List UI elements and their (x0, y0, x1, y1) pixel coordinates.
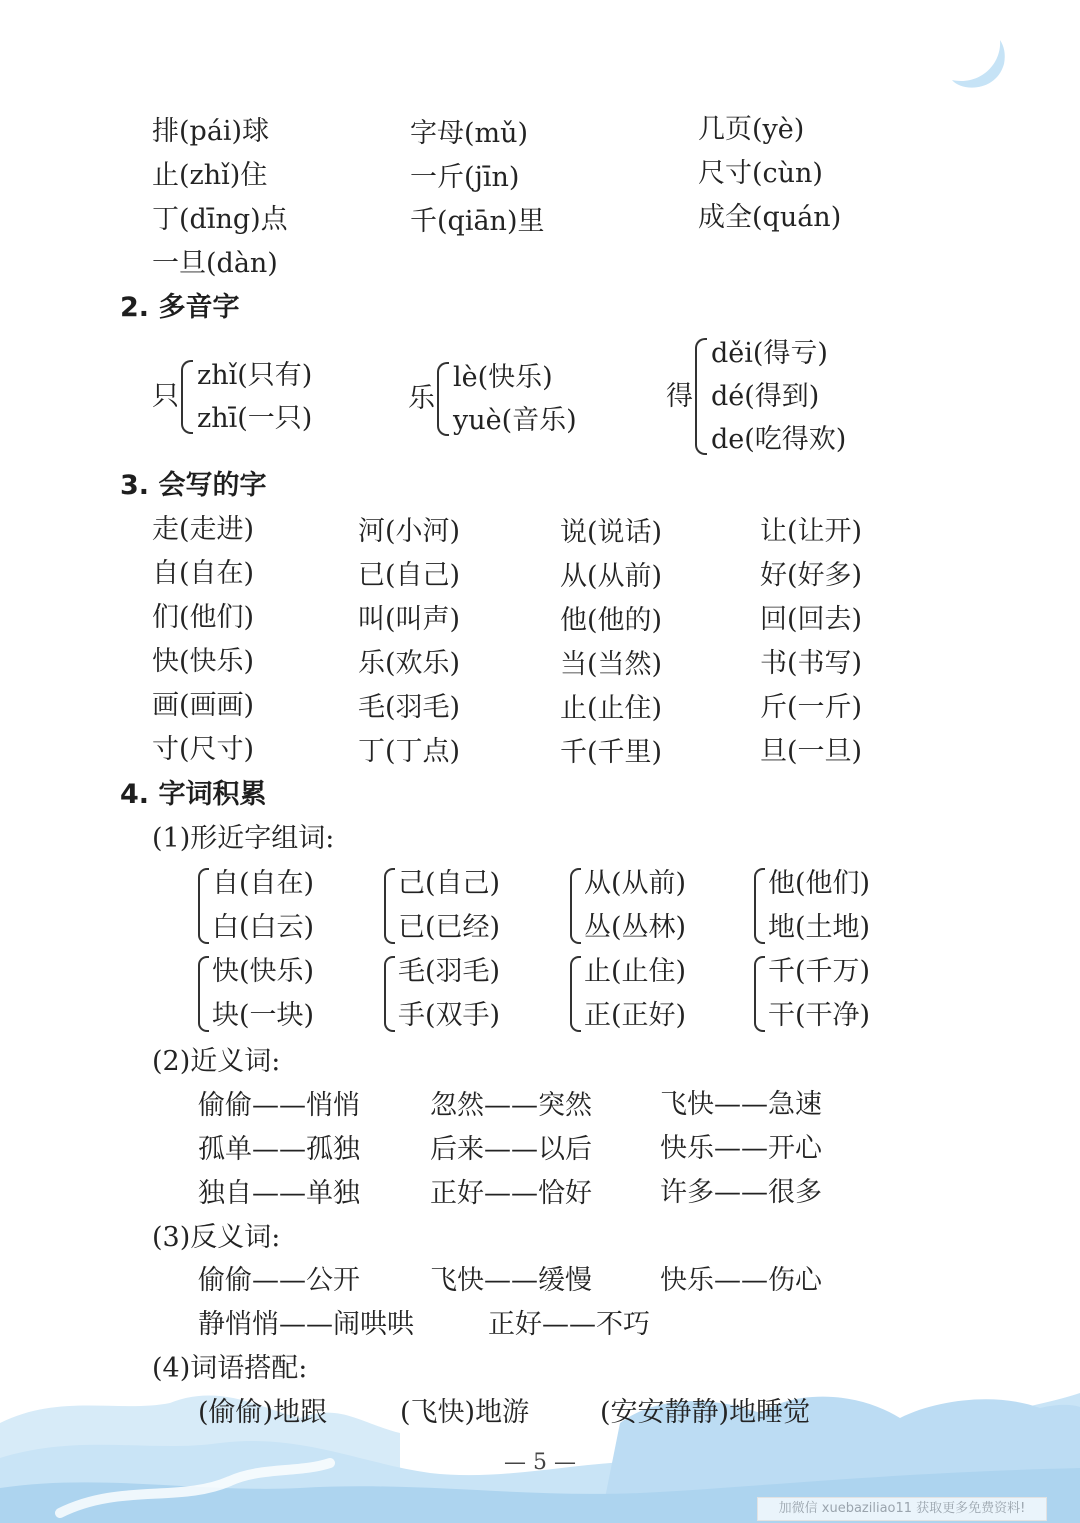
write-char: 千(千里) (560, 737, 663, 768)
write-char: 乐(欢乐) (358, 648, 461, 679)
write-char: 快(快乐) (152, 646, 255, 677)
synonym-pair: 快乐——开心 (660, 1133, 822, 1164)
polyphone-char: 乐 (408, 383, 435, 414)
collocation: (偷偷)地跟 (198, 1397, 328, 1428)
brace (384, 956, 395, 1032)
brace (198, 956, 209, 1032)
synonym-pair: 忽然——突然 (430, 1090, 592, 1121)
write-char: 毛(羽毛) (358, 692, 461, 723)
write-char: 们(他们) (152, 602, 255, 633)
similar-char: 从(从前) (584, 868, 687, 899)
polyphone-group (666, 332, 846, 461)
antonym-pair: 快乐——伤心 (660, 1265, 822, 1296)
brace (437, 362, 449, 436)
write-char: 斤(一斤) (760, 692, 863, 723)
synonym-pair: 飞快——急速 (660, 1089, 822, 1120)
polyphone-group (408, 356, 577, 442)
brace (695, 338, 707, 455)
pinyin-word: 丁(dīng)点 (152, 204, 288, 235)
similar-char: 毛(羽毛) (398, 956, 501, 987)
similar-char: 止(止住) (584, 956, 687, 987)
similar-char: 干(干净) (768, 1000, 871, 1031)
similar-char: 正(正好) (584, 1000, 687, 1031)
antonym-pair: 飞快——缓慢 (430, 1265, 592, 1296)
synonym-pair: 后来——以后 (430, 1134, 592, 1165)
brace (384, 868, 395, 944)
polyphone-char: 得 (666, 380, 693, 412)
write-char: 好(好多) (760, 560, 863, 591)
watermark-text: 加微信 xuebaziliao11 获取更多免费资料! (757, 1497, 1047, 1521)
similar-char-pair (384, 862, 500, 950)
synonym-pair: 偷偷——悄悄 (198, 1090, 360, 1121)
write-char: 已(自己) (358, 560, 461, 591)
similar-char-pair (754, 950, 870, 1038)
write-char: 书(书写) (760, 648, 863, 679)
similar-char: 地(土地) (768, 912, 871, 943)
polyphone-group (152, 354, 312, 440)
write-char: 寸(尺寸) (152, 734, 255, 765)
brace (754, 956, 765, 1032)
similar-char-pair (754, 862, 870, 950)
subsection-title: (3)反义词: (152, 1222, 281, 1253)
synonym-pair: 许多——很多 (660, 1177, 822, 1208)
write-char: 让(让开) (760, 516, 863, 547)
polyphone-reading: de(吃得欢) (711, 424, 847, 455)
brace (570, 868, 581, 944)
similar-char-pair (570, 950, 686, 1038)
similar-char: 已(已经) (398, 912, 501, 943)
polyphone-reading: lè(快乐) (453, 362, 553, 393)
pinyin-word: 排(pái)球 (152, 116, 270, 147)
similar-char: 己(自己) (398, 868, 501, 899)
similar-char: 丛(丛林) (584, 912, 687, 943)
similar-char-pair (198, 862, 314, 950)
brace (570, 956, 581, 1032)
write-char: 画(画画) (152, 690, 255, 721)
section-title: 4. 字词积累 (120, 779, 267, 810)
write-char: 自(自在) (152, 558, 255, 589)
write-char: 丁(丁点) (358, 736, 461, 767)
collocation: (安安静静)地睡觉 (600, 1397, 811, 1428)
moon-decoration (940, 34, 1010, 94)
pinyin-word: 几页(yè) (698, 114, 805, 145)
pinyin-word: 成全(quán) (698, 202, 842, 233)
write-char: 他(他的) (560, 605, 663, 636)
polyphone-reading: zhǐ(只有) (197, 360, 313, 391)
similar-char: 块(一块) (212, 1000, 315, 1031)
polyphone-reading: zhī(一只) (197, 403, 313, 434)
write-char: 叫(叫声) (358, 604, 461, 635)
write-char: 从(从前) (560, 561, 663, 592)
brace (198, 868, 209, 944)
similar-char-pair (198, 950, 314, 1038)
antonym-pair: 正好——不巧 (488, 1309, 650, 1340)
collocation: (飞快)地游 (400, 1397, 530, 1428)
similar-char: 白(白云) (212, 912, 315, 943)
similar-char: 手(双手) (398, 1000, 501, 1031)
polyphone-reading: dé(得到) (711, 381, 820, 412)
antonym-pair: 静悄悄——闹哄哄 (198, 1309, 414, 1340)
write-char: 河(小河) (358, 516, 461, 547)
subsection-title: (1)形近字组词: (152, 823, 335, 854)
pinyin-word: 止(zhǐ)住 (152, 160, 268, 191)
synonym-pair: 孤单——孤独 (198, 1134, 360, 1165)
similar-char: 自(自在) (212, 868, 315, 899)
write-char: 止(止住) (560, 693, 663, 724)
pinyin-word: 千(qiān)里 (410, 206, 545, 237)
polyphone-reading: děi(得亏) (711, 338, 828, 369)
pinyin-word: 尺寸(cùn) (698, 158, 823, 189)
similar-char-pair (384, 950, 500, 1038)
similar-char: 快(快乐) (212, 956, 315, 987)
brace (754, 868, 765, 944)
pinyin-word: 一斤(jīn) (410, 162, 520, 193)
similar-char-pair (570, 862, 686, 950)
polyphone-reading: yuè(音乐) (453, 405, 577, 436)
subsection-title: (4)词语搭配: (152, 1353, 308, 1384)
similar-char: 他(他们) (768, 868, 871, 899)
subsection-title: (2)近义词: (152, 1046, 281, 1077)
section-title: 2. 多音字 (120, 292, 240, 323)
polyphone-char: 只 (152, 381, 179, 412)
brace (181, 360, 193, 434)
section-title: 3. 会写的字 (120, 470, 267, 501)
write-char: 旦(一旦) (760, 736, 863, 767)
pinyin-word: 一旦(dàn) (152, 248, 278, 279)
write-char: 回(回去) (760, 604, 863, 635)
synonym-pair: 独自——单独 (198, 1178, 360, 1209)
synonym-pair: 正好——恰好 (430, 1178, 592, 1209)
write-char: 走(走进) (152, 514, 255, 545)
page-number: — 5 — (504, 1450, 576, 1475)
write-char: 当(当然) (560, 649, 663, 680)
write-char: 说(说话) (560, 517, 663, 548)
pinyin-word: 字母(mǔ) (410, 118, 529, 149)
antonym-pair: 偷偷——公开 (198, 1265, 360, 1296)
similar-char: 千(千万) (768, 956, 871, 987)
